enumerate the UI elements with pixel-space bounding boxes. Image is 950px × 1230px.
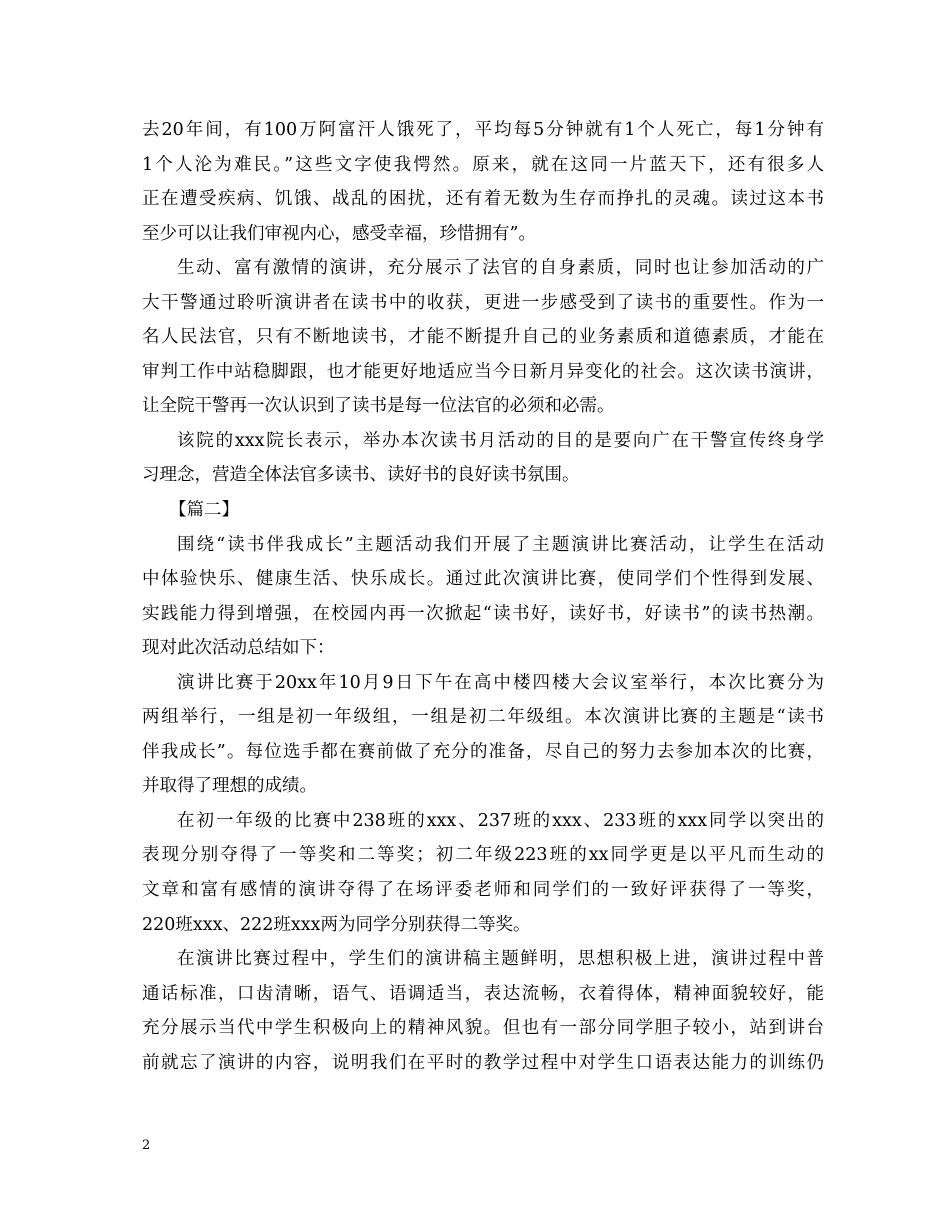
text-line: 在初一年级的比赛中238班的xxx、237班的xxx、233班的xxx同学以突出的 (177, 810, 824, 831)
text-line: 充分展示当代中学生积极向上的精神风貌。但也有一部分同学胆子较小，站到讲台 (142, 1018, 824, 1039)
text-line: 名人民法官，只有不断地读书，才能不断提升自己的业务素质和道德素质，才能在 (142, 327, 824, 348)
text-line: 1个人沦为难民。”这些文字使我愕然。原来，就在这同一片蓝天下，还有很多人 (142, 154, 824, 175)
text-line: 生动、富有激情的演讲，充分展示了法官的自身素质，同时也让参加活动的广 (177, 258, 824, 279)
text-line: 通话标准，口齿清晰，语气、语调适当，表达流畅，衣着得体，精神面貌较好，能 (142, 983, 824, 1004)
text-line: 中体验快乐、健康生活、快乐成长。通过此次演讲比赛，使同学们个性得到发展、 (142, 569, 824, 590)
text-line: 正在遭受疾病、饥饿、战乱的困扰，还有着无数为生存而挣扎的灵魂。读过这本书 (142, 189, 824, 210)
page-number: 2 (142, 1138, 151, 1153)
text-line: 演讲比赛于20xx年10月9日下午在高中楼四楼大会议室举行，本次比赛分为 (177, 672, 824, 693)
text-line: 表现分别夺得了一等奖和二等奖；初二年级223班的xx同学更是以平凡而生动的 (142, 845, 824, 866)
text-line: 围绕“读书伴我成长”主题活动我们开展了主题演讲比赛活动，让学生在活动 (177, 534, 824, 555)
text-line: 现对此次活动总结如下： (142, 638, 335, 659)
text-line: 该院的xxx院长表示，举办本次读书月活动的目的是要向广在干警宣传终身学 (177, 430, 824, 451)
text-line: 习理念，营造全体法官多读书、读好书的良好读书氛围。 (142, 465, 580, 486)
text-line: 去20年间，有100万阿富汗人饿死了，平均每5分钟就有1个人死亡，每1分钟有 (142, 120, 824, 140)
text-line: 实践能力得到增强，在校园内再一次掀起“读书好，读好书，好读书”的读书热潮。 (142, 603, 824, 624)
text-line: 两组举行，一组是初一年级组，一组是初二年级组。本次演讲比赛的主题是“读书 (142, 707, 824, 728)
section-heading: 【篇二】 (169, 500, 239, 521)
text-line: 文章和富有感情的演讲夺得了在场评委老师和同学们的一致好评获得了一等奖， (142, 880, 824, 901)
text-line: 220班xxx、222班xxx两为同学分别获得二等奖。 (142, 914, 531, 935)
text-line: 大干警通过聆听演讲者在读书中的收获，更进一步感受到了读书的重要性。作为一 (142, 292, 824, 313)
document-body (142, 113, 824, 1080)
text-line: 前就忘了演讲的内容，说明我们在平时的教学过程中对学生口语表达能力的训练仍 (142, 1052, 824, 1073)
text-line: 审判工作中站稳脚跟，也才能更好地适应当今日新月异变化的社会。这次读书演讲， (142, 361, 824, 382)
text-line: 并取得了理想的成绩。 (142, 776, 317, 797)
text-line: 至少可以让我们审视内心，感受幸福，珍惜拥有”。 (142, 223, 536, 244)
text-line: 让全院干警再一次认识到了读书是每一位法官的必须和必需。 (142, 396, 615, 417)
text-line: 伴我成长”。每位选手都在赛前做了充分的准备，尽自己的努力去参加本次的比赛， (142, 741, 824, 762)
text-line: 在演讲比赛过程中，学生们的演讲稿主题鲜明，思想积极上进，演讲过程中普 (177, 949, 824, 970)
